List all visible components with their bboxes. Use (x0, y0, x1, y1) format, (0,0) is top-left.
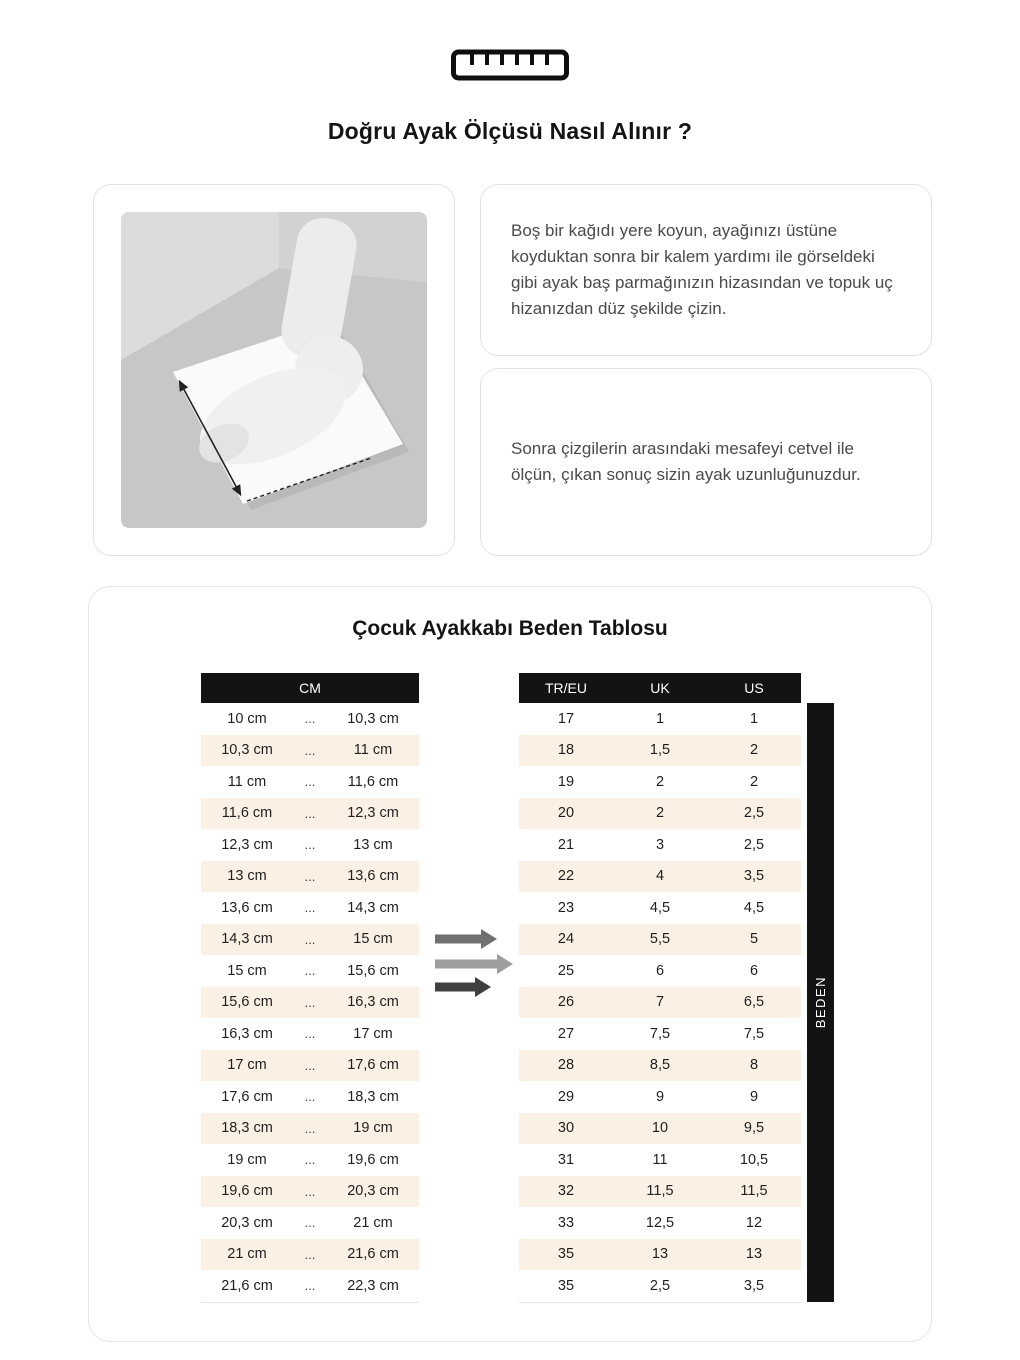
cm-max-value: 13 cm (353, 836, 393, 853)
us-value: 11,5 (740, 1183, 768, 1200)
us-value: 6 (749, 962, 759, 979)
cm-max-value: 14,3 cm (347, 899, 399, 916)
beden-side-bar (807, 703, 834, 1302)
us-value: 7,5 (743, 1025, 765, 1042)
us-value: 2 (749, 742, 759, 759)
tr-eu-value: 27 (557, 1025, 575, 1042)
size-table-row (519, 766, 801, 798)
cm-min-value: 13,6 cm (221, 899, 273, 916)
cm-max-value: 20,3 cm (347, 1183, 399, 1200)
range-dots: ... (304, 1183, 316, 1199)
cm-max-value: 21 cm (353, 1214, 393, 1231)
size-table-row (519, 829, 801, 861)
uk-value: 2 (655, 773, 665, 790)
cm-table-row (201, 1050, 419, 1082)
ruler-icon (450, 48, 570, 82)
cm-max-value: 12,3 cm (347, 805, 399, 822)
cm-min-value: 21 cm (227, 1246, 267, 1263)
cm-max-value: 13,6 cm (347, 868, 399, 885)
cm-min-value: 21,6 cm (221, 1277, 273, 1294)
cm-min-value: 16,3 cm (221, 1025, 273, 1042)
cm-table-row (201, 735, 419, 767)
cm-table-header (201, 673, 419, 703)
cm-max-value: 10,3 cm (347, 710, 399, 727)
uk-value: 4 (655, 868, 665, 885)
cm-max-value: 19 cm (353, 1120, 393, 1137)
cm-table (201, 673, 419, 1303)
uk-value: 6 (655, 962, 665, 979)
cm-max-value: 15 cm (353, 931, 393, 948)
size-table-title: Çocuk Ayakkabı Beden Tablosu (352, 617, 668, 640)
cm-table-row (201, 1176, 419, 1208)
size-table-row (519, 1144, 801, 1176)
cm-table-row (201, 861, 419, 893)
uk-value: 9 (655, 1088, 665, 1105)
us-value: 6,5 (743, 994, 765, 1011)
us-value: 9,5 (743, 1120, 765, 1137)
cm-max-value: 17,6 cm (347, 1057, 399, 1074)
us-value: 3,5 (743, 868, 765, 885)
foot-measurement-photo (121, 212, 427, 528)
range-dots: ... (304, 711, 316, 727)
size-table-row (519, 1207, 801, 1239)
cm-min-value: 19 cm (227, 1151, 267, 1168)
uk-value: 11 (652, 1151, 668, 1168)
tr-eu-value: 32 (557, 1183, 575, 1200)
cm-table-row (201, 1144, 419, 1176)
cm-table-row (201, 1270, 419, 1302)
size-table-row (519, 987, 801, 1019)
cm-table-row (201, 829, 419, 861)
cm-max-value: 11 cm (353, 742, 393, 759)
uk-value: 13 (651, 1246, 669, 1263)
size-table-row (519, 955, 801, 987)
cm-max-value: 11,6 cm (347, 773, 399, 790)
range-dots: ... (304, 1278, 316, 1294)
tr-eu-value: 35 (557, 1246, 575, 1263)
cm-min-value: 15 cm (227, 962, 267, 979)
cm-min-value: 17,6 cm (221, 1088, 273, 1105)
us-value: 13 (745, 1246, 763, 1263)
cm-table-row (201, 798, 419, 830)
cm-table-row (201, 955, 419, 987)
cm-header-label: CM (299, 680, 321, 696)
page-title: Doğru Ayak Ölçüsü Nasıl Alınır ? (327, 118, 693, 144)
cm-table-row (201, 1239, 419, 1271)
cm-min-value: 19,6 cm (221, 1183, 273, 1200)
uk-value: 3 (655, 836, 665, 853)
cm-min-value: 11,6 cm (221, 805, 273, 822)
tr-eu-value: 26 (557, 994, 575, 1011)
ruler-icon-wrap (0, 48, 1020, 87)
cm-max-value: 19,6 cm (347, 1151, 399, 1168)
instruction-card-1 (480, 184, 932, 356)
cm-min-value: 15,6 cm (221, 994, 273, 1011)
cm-min-value: 14,3 cm (221, 931, 273, 948)
range-dots: ... (304, 1246, 316, 1262)
size-table-row (519, 1081, 801, 1113)
uk-value: 11,5 (646, 1183, 674, 1200)
range-dots: ... (304, 1215, 316, 1231)
size-table-row (519, 861, 801, 893)
us-value: 2,5 (743, 805, 765, 822)
uk-value: 10 (651, 1120, 669, 1137)
cm-max-value: 22,3 cm (347, 1277, 399, 1294)
beden-label: BEDEN (813, 976, 828, 1029)
tr-eu-value: 17 (557, 710, 575, 727)
us-value: 1 (749, 710, 759, 727)
tr-eu-value: 28 (557, 1057, 575, 1074)
cm-min-value: 18,3 cm (221, 1120, 273, 1137)
size-table-row (519, 1018, 801, 1050)
tr-eu-value: 25 (557, 962, 575, 979)
range-dots: ... (304, 1120, 316, 1136)
tr-eu-value: 22 (557, 868, 575, 885)
us-header: US (744, 680, 764, 696)
size-table-row (519, 1113, 801, 1145)
foot-photo-card (93, 184, 455, 556)
cm-max-value: 21,6 cm (347, 1246, 399, 1263)
size-table-row (519, 1270, 801, 1302)
uk-value: 4,5 (649, 899, 671, 916)
tr-eu-value: 19 (557, 773, 575, 790)
range-dots: ... (304, 805, 316, 821)
cm-min-value: 17 cm (227, 1057, 267, 1074)
cm-table-row (201, 1081, 419, 1113)
size-table-row (519, 1050, 801, 1082)
us-value: 9 (749, 1088, 759, 1105)
uk-value: 1 (655, 710, 665, 727)
range-dots: ... (304, 837, 316, 853)
us-value: 4,5 (743, 899, 765, 916)
range-dots: ... (304, 742, 316, 758)
us-value: 8 (749, 1057, 759, 1074)
us-value: 10,5 (739, 1151, 769, 1168)
us-value: 3,5 (743, 1277, 765, 1294)
instruction-card-2 (480, 368, 932, 556)
size-table-row (519, 1239, 801, 1271)
size-table-row (519, 892, 801, 924)
size-table-card (88, 586, 932, 1342)
uk-value: 2,5 (649, 1277, 671, 1294)
us-value: 2 (749, 773, 759, 790)
range-dots: ... (304, 994, 316, 1010)
range-dots: ... (304, 1089, 316, 1105)
cm-min-value: 10,3 cm (221, 742, 273, 759)
cm-table-row (201, 1113, 419, 1145)
uk-value: 12,5 (645, 1214, 675, 1231)
us-value: 5 (749, 931, 759, 948)
uk-value: 8,5 (649, 1057, 671, 1074)
cm-min-value: 10 cm (227, 710, 267, 727)
cm-max-value: 18,3 cm (347, 1088, 399, 1105)
us-value: 12 (745, 1214, 763, 1231)
uk-value: 5,5 (649, 931, 671, 948)
cm-min-value: 13 cm (227, 868, 267, 885)
instruction-step-1: Boş bir kağıdı yere koyun, ayağınızı üstüne koyduktan sonra bir kalem yardımı ile görseldeki gibi ayak baş parmağınızın hizasından ve topuk uç hizanızdan düz şekilde çizin. (511, 221, 893, 318)
size-table-row (519, 924, 801, 956)
us-value: 2,5 (743, 836, 765, 853)
size-table-row (519, 735, 801, 767)
uk-value: 7,5 (649, 1025, 671, 1042)
tr-eu-value: 35 (557, 1277, 575, 1294)
uk-value: 2 (655, 805, 665, 822)
tr-eu-header: TR/EU (545, 680, 587, 696)
range-dots: ... (304, 1026, 316, 1042)
size-table-row (519, 703, 801, 735)
range-dots: ... (304, 931, 316, 947)
cm-max-value: 15,6 cm (347, 962, 399, 979)
tr-eu-value: 23 (557, 899, 575, 916)
cm-table-row (201, 1018, 419, 1050)
tr-eu-value: 30 (557, 1120, 575, 1137)
cm-max-value: 16,3 cm (347, 994, 399, 1011)
tr-eu-value: 18 (557, 742, 575, 759)
cm-table-row (201, 703, 419, 735)
shoe-size-table-body (519, 703, 801, 1302)
range-dots: ... (304, 963, 316, 979)
transfer-arrows-icon (433, 927, 525, 1004)
cm-table-row (201, 892, 419, 924)
tr-eu-value: 21 (557, 836, 575, 853)
cm-table-row (201, 987, 419, 1019)
range-dots: ... (304, 900, 316, 916)
uk-value: 1,5 (649, 742, 671, 759)
shoe-size-table-header (519, 673, 801, 703)
cm-table-row (201, 1207, 419, 1239)
tr-eu-value: 24 (557, 931, 575, 948)
tr-eu-value: 33 (557, 1214, 575, 1231)
tr-eu-value: 29 (557, 1088, 575, 1105)
cm-min-value: 12,3 cm (221, 836, 273, 853)
cm-table-body (201, 703, 419, 1302)
uk-header: UK (650, 680, 670, 696)
cm-table-row (201, 766, 419, 798)
range-dots: ... (304, 868, 316, 884)
size-table-row (519, 798, 801, 830)
uk-value: 7 (655, 994, 665, 1011)
instruction-step-2: Sonra çizgilerin arasındaki mesafeyi cetvel ile ölçün, çıkan sonuç sizin ayak uzunluğunuzdur. (511, 439, 861, 484)
cm-max-value: 17 cm (353, 1025, 393, 1042)
range-dots: ... (304, 1057, 316, 1073)
cm-min-value: 11 cm (227, 773, 267, 790)
size-table-row (519, 1176, 801, 1208)
tr-eu-value: 20 (557, 805, 575, 822)
cm-min-value: 20,3 cm (221, 1214, 273, 1231)
range-dots: ... (304, 1152, 316, 1168)
shoe-size-table (519, 673, 801, 1303)
cm-table-row (201, 924, 419, 956)
range-dots: ... (304, 774, 316, 790)
tr-eu-value: 31 (557, 1151, 575, 1168)
